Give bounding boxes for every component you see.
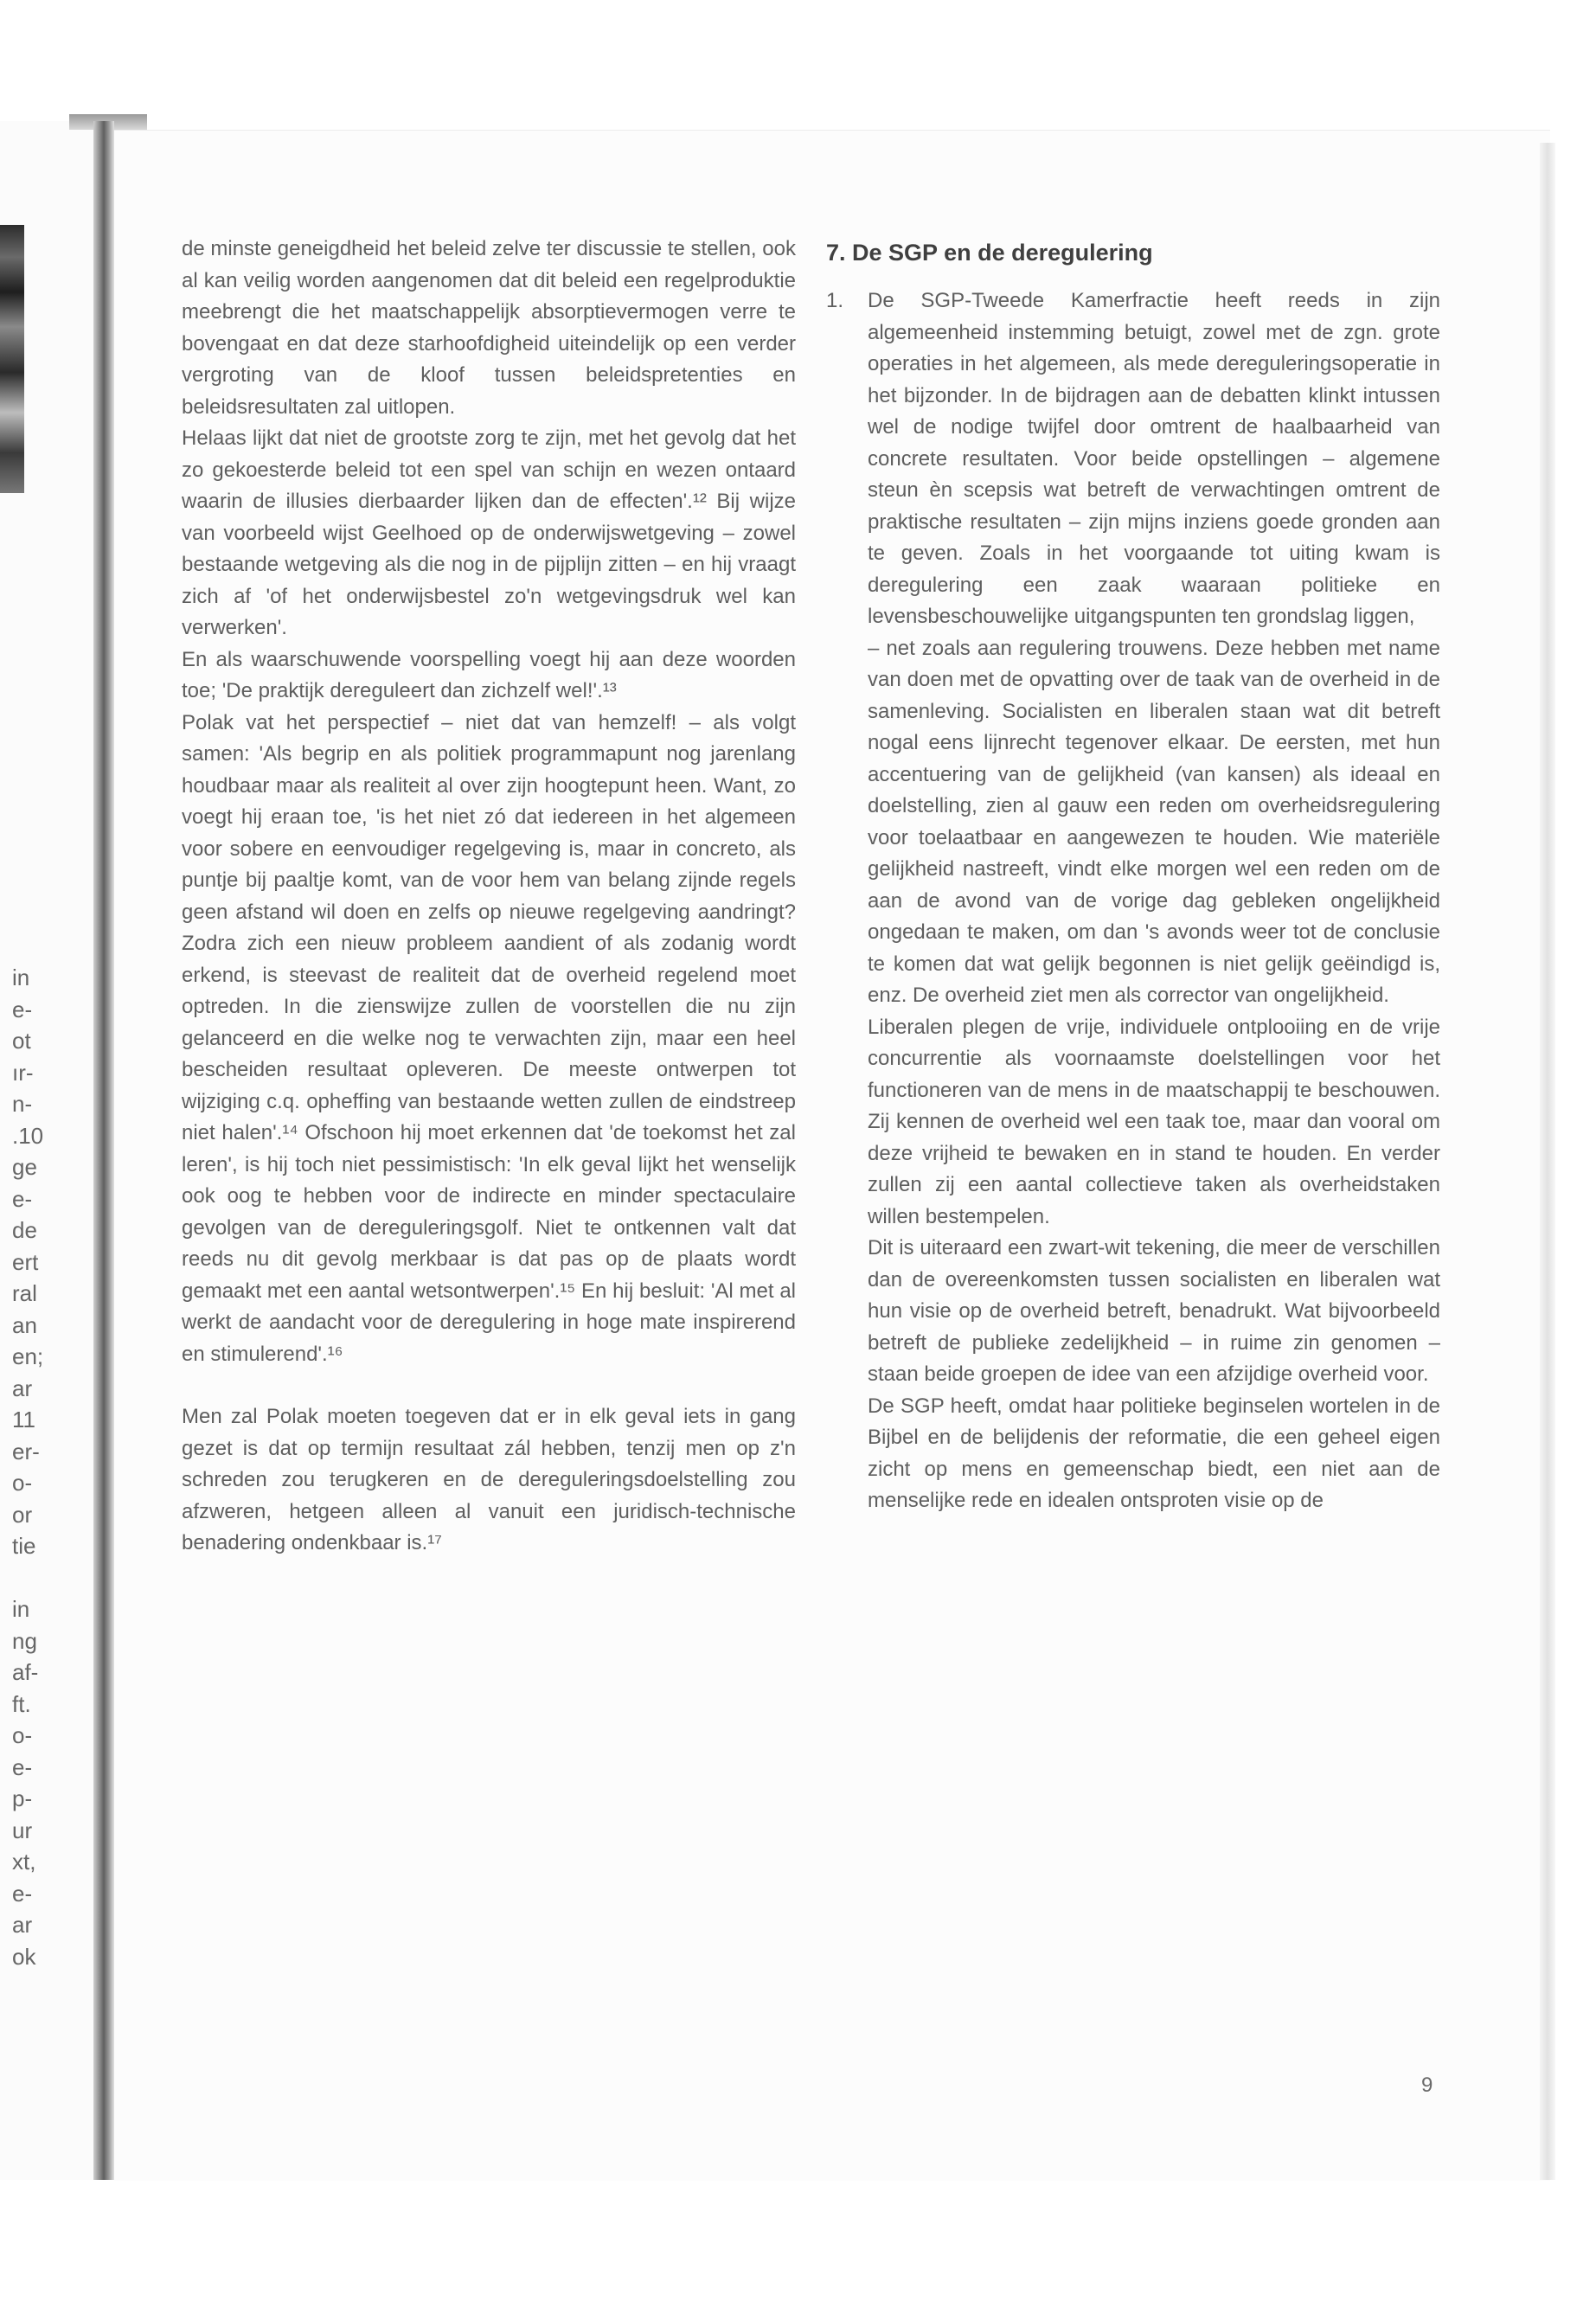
margin-fragment: ır- — [12, 1059, 34, 1086]
paragraph: de minste geneigdheid het beleid zelve ter discussie te stellen, ook al kan veilig worden aangenomen dat dit beleid een regelproduktie meebrengt die het maatschappelijk absorptievermogen verre te bovengaat en dat deze starhoofdigheid uiteindelijk op een verder vergroting van de kloof tussen beleidspretenties en beleidsresultaten zal uitlopen. — [182, 237, 796, 419]
margin-fragment: ar — [12, 1912, 33, 1938]
list-number: 1. — [826, 289, 844, 312]
left-text-column — [182, 234, 796, 1560]
margin-fragment: af- — [12, 1659, 39, 1685]
page-number: 9 — [1421, 2073, 1433, 2097]
margin-fragment: ar — [12, 1375, 33, 1401]
margin-fragment: o- — [12, 1722, 33, 1748]
margin-fragment: 11 — [12, 1407, 35, 1433]
margin-fragment: e- — [12, 1185, 33, 1212]
margin-fragment: n- — [12, 1091, 33, 1117]
paragraph: Liberalen plegen de vrije, individuele ontplooiing en de vrije concurrentie als voornaamste doelstellingen voor het functioneren van de mens in de maatschappij te beschouwen. Zij kennen de overheid wel een taak toe, maar dan vooral om deze vrijheid te bewaken en in stand te houden. En verder zullen zij een aantal collectieve taken als overheidstaken willen bestempelen. — [868, 1015, 1440, 1228]
paragraph: Men zal Polak moeten toegeven dat er in elk geval iets in gang gezet is dat op termijn resultaat zál hebben, tenzij men op z'n schreden zou terugkeren en de dereguleringsdoelstelling zou afzweren, hetgeen alleen al vanuit een juridisch-technische benadering ondenkbaar is.¹⁷ — [182, 1405, 796, 1554]
previous-page-text-fragments — [12, 962, 47, 1972]
paragraph: Polak vat het perspectief – niet dat van hemzelf! – als volgt samen: 'Als begrip en als politiek programmapunt nog jarenlang houdbaar maar als realiteit al over zijn hoogtepunt heen. Want, zo voegt hij eraan toe, 'is het niet zó dat iedereen in het algemeen voor sobere en eenvoudiger regelgeving is, maar in concreto, als puntje bij paaltje komt, van de voor hem van belang zijnde regels geen afstand wil doen en zelfs op nieuwe regelgeving aandringt? Zodra zich een nieuw probleem aandient of als zodanig wordt erkend, is steevast de realiteit dat de overheid regelend moet optreden. In die zienswijze zullen de voorstellen die nu zijn gelanceerd en die welke nog te verwachten zijn, maar een heel bescheiden resultaat opleveren. De meeste ontwerpen tot wijziging c.q. opheffing van bestaande wetten zullen de eindstreep niet halen'.¹⁴ Ofschoon hij moet erkennen dat 'de toekomst het zal leren', is hij toch niet pessimistisch: 'In elk geval lijkt het wenselijk ook oog te hebben voor de indirecte en minder spectaculaire gevolgen van de dereguleringsgolf. Niet te ontkennen valt dat reeds nu dit gevolg merkbaar is dat pas op de plaats wordt gemaakt met een aantal wetsontwerpen'.¹⁵ En hij besluit: 'Al met al werkt de aandacht voor de deregulering in hoge mate inspirerend en stimulerend'.¹⁶ — [182, 710, 796, 1366]
page-edge-shadow — [1540, 143, 1555, 2180]
margin-fragment: er- — [12, 1438, 40, 1465]
margin-fragment: ok — [12, 1943, 36, 1970]
margin-fragment: p- — [12, 1785, 33, 1811]
margin-fragment: in — [12, 1596, 30, 1622]
margin-fragment: .10 — [12, 1122, 44, 1149]
margin-fragment: ft. — [12, 1690, 31, 1717]
margin-fragment — [12, 1562, 47, 1594]
paragraph-gap — [182, 1370, 796, 1401]
margin-fragment: in — [12, 965, 30, 990]
previous-page-photo-fragment — [0, 225, 24, 493]
margin-fragment: or — [12, 1501, 33, 1528]
margin-fragment: ert — [12, 1248, 39, 1275]
paragraph: Dit is uiteraard een zwart-wit tekening, die meer de verschillen dan de overeenkomsten tussen socialisten en liberalen wat hun visie op de overheid betreft, benadrukt. Wat bijvoorbeeld betreft de publieke zedelijkheid – in ruime zin genomen – staan beide groepen de idee van een afzijdige overheid voor. — [868, 1236, 1440, 1386]
margin-fragment: en; — [12, 1343, 44, 1369]
paragraph: Helaas lijkt dat niet de grootste zorg te zijn, met het gevolg dat het zo gekoesterde beleid tot een spel van schijn en wezen ontaard waarin de illusies dierbaarder lijken dan de effecten'.¹² Bij wijze van voorbeeld wijst Geelhoed op de onderwijswetgeving – zowel bestaande wetgeving als die nog in de pijplijn zitten – en hij vraagt zich af 'of het onderwijsbestel zo'n wetgevingsdruk wel kan verwerken'. — [182, 426, 796, 639]
margin-fragment: ral — [12, 1280, 37, 1306]
margin-fragment: de — [12, 1217, 37, 1243]
paragraph: De SGP-Tweede Kamerfractie heeft reeds in zijn algemeenheid instemming betuigt, zowel met de zgn. grote operaties in het algemeen, als mede dereguleringsoperatie in het bijzonder. In de bijdragen aan de debatten klinkt intussen wel de nodige twijfel door omtrent de haalbaarheid van concrete resultaten. Voor beide opstellingen – algemene steun èn scepsis wat betreft de verwachtingen omtrent de praktische resultaten – zijn mijns inziens goede gronden aan te geven. Zoals in het voorgaande tot uiting kwam is deregulering een zaak waaraan politieke en levensbeschouwelijke uitgangspunten ten grondslag liggen, — [868, 289, 1440, 628]
paragraph: – net zoals aan regulering trouwens. Deze hebben met name van doen met de opvatting over de taak van de overheid in de samenleving. Socialisten en liberalen staan wat dit betreft nogal eens lijnrecht tegenover elkaar. De eersten, met hun accentuering van de gelijkheid (van kansen) als ideaal en doelstelling, zien al gauw een reden om overheidsregulering voor toelaatbaar en aangewezen te houden. Wie materiële gelijkheid nastreeft, vindt elke morgen wel een reden om de aan de avond van de vorige dag gebleken ongelijkheid ongedaan te maken, om dan 's avonds weer tot de conclusie te komen dat wat gelijk begonnen is niet gelijk geëindigd is, enz. De overheid ziet men als corrector van ongelijkheid. — [868, 636, 1440, 1007]
paragraph: En als waarschuwende voorspelling voegt hij aan deze woorden toe; 'De praktijk dereguleert dan zichzelf wel!'.¹³ — [182, 647, 796, 702]
paragraph: De SGP heeft, omdat haar politieke beginselen wortelen in de Bijbel en de belijdenis der reformatie, die een geheel eigen zicht op mens en gemeenschap biedt, een niet aan de menselijke rede en idealen ontsproten visie op de — [868, 1394, 1440, 1512]
margin-fragment: an — [12, 1311, 37, 1338]
margin-fragment: ge — [12, 1154, 37, 1180]
margin-fragment: ur — [12, 1817, 33, 1843]
numbered-list-item — [826, 285, 1440, 1517]
margin-fragment: ng — [12, 1627, 37, 1654]
margin-fragment: o- — [12, 1470, 33, 1496]
section-title: 7. De SGP en de deregulering — [826, 240, 1153, 266]
margin-fragment: e- — [12, 996, 33, 1022]
book-spine — [93, 121, 114, 2180]
margin-fragment: xt, — [12, 1849, 36, 1875]
margin-fragment: e- — [12, 1753, 33, 1780]
margin-fragment: tie — [12, 1533, 36, 1559]
list-body — [868, 285, 1440, 1517]
margin-fragment: e- — [12, 1880, 33, 1907]
margin-fragment: ot — [12, 1028, 31, 1054]
right-text-column — [826, 234, 1440, 1517]
